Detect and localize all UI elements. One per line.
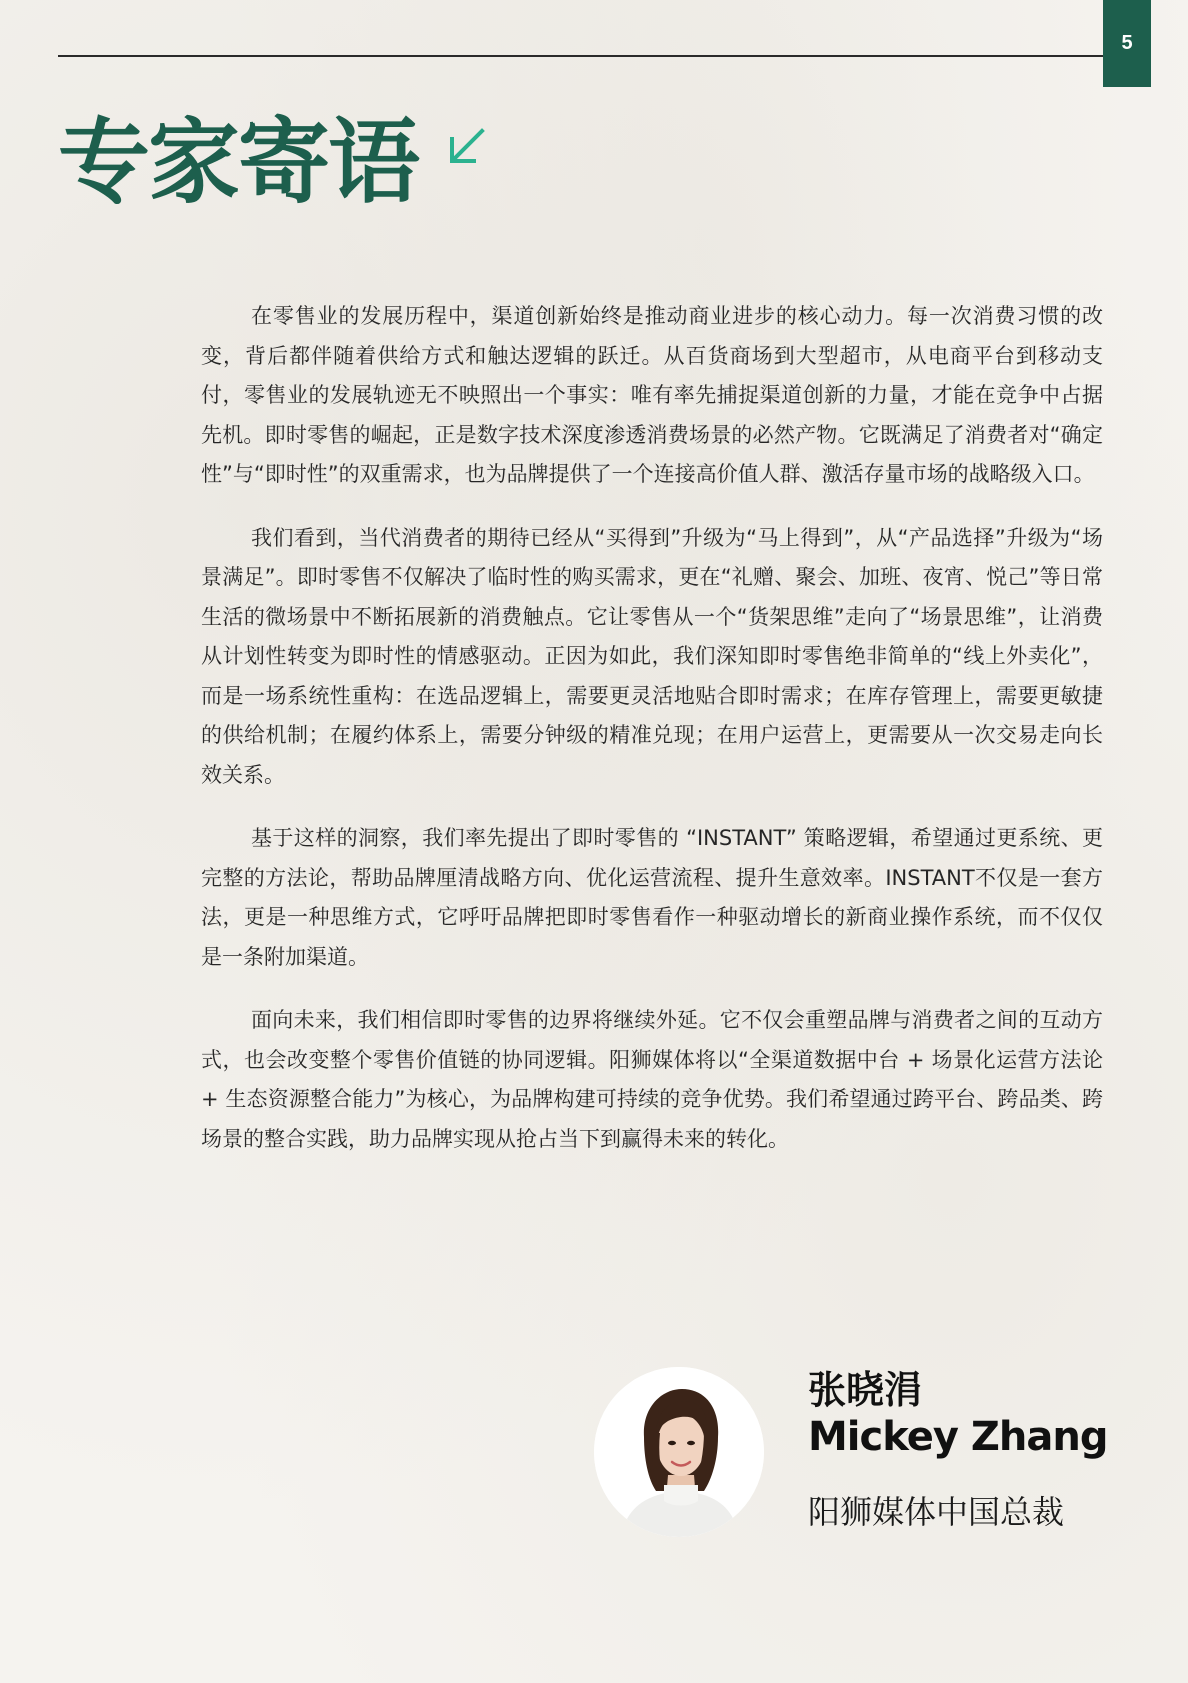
page-number: 5 (1103, 0, 1151, 87)
author-job-title: 阳狮媒体中国总裁 (808, 1493, 1065, 1531)
paragraph-4: 面向未来，我们相信即时零售的边界将继续外延。它不仅会重塑品牌与消费者之间的互动方式，也会改变整个零售价值链的协同逻辑。阳狮媒体将以“全渠道数据中台 + 场景化运营方法论 + 生态资源整合能力”为核心，为品牌构建可持续的竞争优势。我们希望通过跨平台、跨品类、跨场景的整合实践，助力品牌实现从抢占当下到赢得未来的转化。 (201, 1008, 1103, 1151)
page-title: 专家寄语 (58, 109, 419, 216)
paragraph-3: 基于这样的洞察，我们率先提出了即时零售的 “INSTANT” 策略逻辑，希望通过更系统、更完整的方法论，帮助品牌厘清战略方向、优化运营流程、提升生意效率。INSTANT不仅是一套方法，更是一种思维方式，它呼吁品牌把即时零售看作一种驱动增长的新商业操作系统，而不仅仅是一条附加渠道。 (201, 826, 1103, 969)
paragraph-1: 在零售业的发展历程中，渠道创新始终是推动商业进步的核心动力。每一次消费习惯的改变，背后都伴随着供给方式和触达逻辑的跃迁。从百货商场到大型超市，从电商平台到移动支付，零售业的发展轨迹无不映照出一个事实：唯有率先捕捉渠道创新的力量，才能在竞争中占据先机。即时零售的崛起，正是数字技术深度渗透消费场景的必然产物。它既满足了消费者对“确定性”与“即时性”的双重需求，也为品牌提供了一个连接高价值人群、激活存量市场的战略级入口。 (201, 304, 1103, 486)
author-portrait (594, 1367, 764, 1537)
portrait-photo (594, 1367, 764, 1537)
arrow-down-left-icon (444, 124, 490, 170)
author-name-chinese: 张晓涓 (808, 1368, 923, 1412)
article-body (201, 297, 1103, 1183)
header-rule (58, 55, 1103, 57)
author-name-english: Mickey Zhang (808, 1414, 1108, 1460)
paragraph-2: 我们看到，当代消费者的期待已经从“买得到”升级为“马上得到”，从“产品选择”升级为“场景满足”。即时零售不仅解决了临时性的购买需求，更在“礼赠、聚会、加班、夜宵、悦己”等日常生活的微场景中不断拓展新的消费触点。它让零售从一个“货架思维”走向了“场景思维”，让消费从计划性转变为即时性的情感驱动。正因为如此，我们深知即时零售绝非简单的“线上外卖化”，而是一场系统性重构：在选品逻辑上，需要更灵活地贴合即时需求；在库存管理上，需要更敏捷的供给机制；在履约体系上，需要分钟级的精准兑现；在用户运营上，更需要从一次交易走向长效关系。 (201, 525, 1103, 787)
